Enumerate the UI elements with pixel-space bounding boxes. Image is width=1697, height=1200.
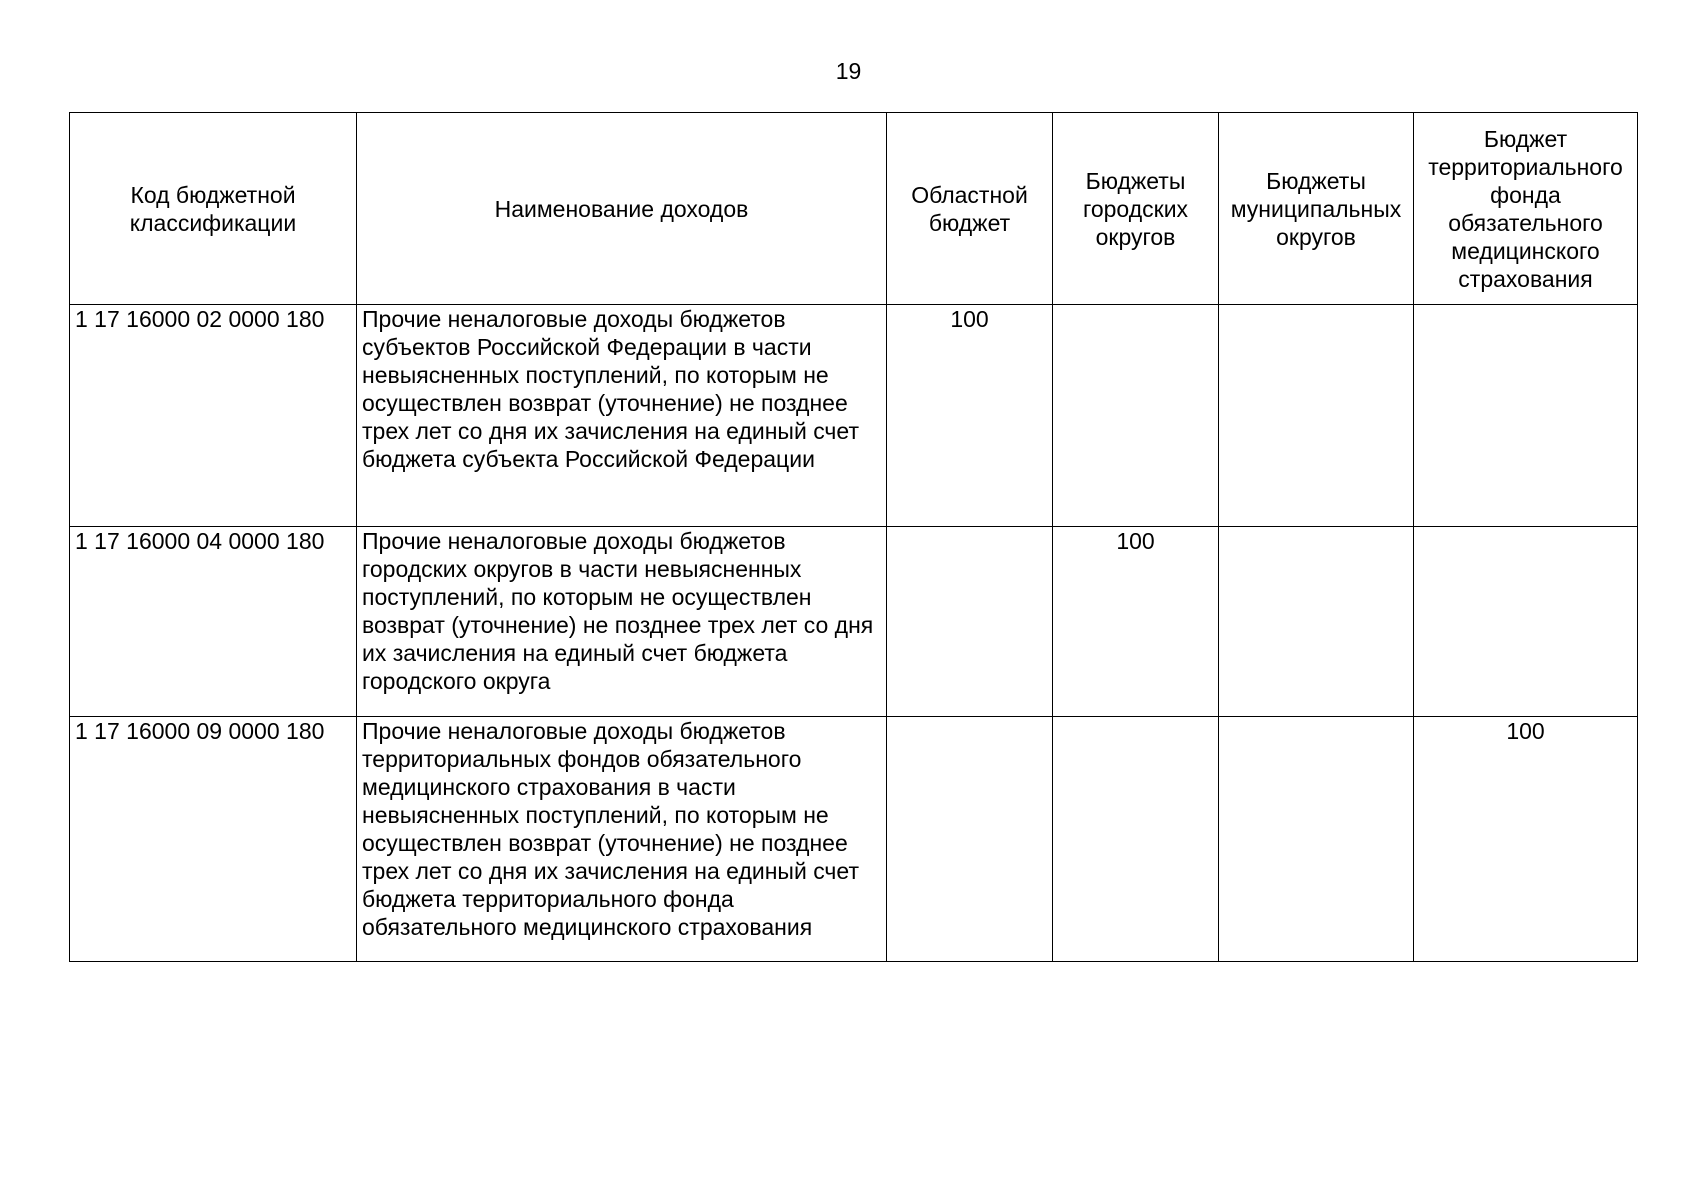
row-municipal-value (1219, 527, 1414, 717)
row-city-value (1053, 717, 1219, 962)
header-fund-budget: Бюджет территориального фонда обязательного медицинского страхования (1414, 113, 1638, 305)
row-city-value (1053, 305, 1219, 527)
table-row (70, 527, 1638, 717)
header-code: Код бюджетной классификации (70, 113, 357, 305)
header-city-budgets: Бюджеты городских округов (1053, 113, 1219, 305)
row-regional-value (887, 527, 1053, 717)
row-fund-value (1414, 527, 1638, 717)
row-fund-value (1414, 305, 1638, 527)
row-code: 1 17 16000 04 0000 180 (70, 527, 357, 717)
row-regional-value (887, 717, 1053, 962)
row-city-value: 100 (1053, 527, 1219, 717)
row-fund-value: 100 (1414, 717, 1638, 962)
row-name: Прочие неналоговые доходы бюджетов территориальных фондов обязательного медицинского страхования в части невыясненных поступлений, по которым не осуществлен возврат (уточнение) не позднее трех лет со дня их зачисления на единый счет бюджета территориального фонда обязательного медицинского страхования (357, 717, 887, 962)
row-code: 1 17 16000 09 0000 180 (70, 717, 357, 962)
row-municipal-value (1219, 305, 1414, 527)
budget-revenue-table (69, 112, 1638, 962)
row-name: Прочие неналоговые доходы бюджетов городских округов в части невыясненных поступлений, по которым не осуществлен возврат (уточнение) не позднее трех лет со дня их зачисления на единый счет бюджета городского округа (357, 527, 887, 717)
table-row (70, 305, 1638, 527)
header-municipal-budgets: Бюджеты муниципальных округов (1219, 113, 1414, 305)
row-name: Прочие неналоговые доходы бюджетов субъектов Российской Федерации в части невыясненных поступлений, по которым не осуществлен возврат (уточнение) не позднее трех лет со дня их зачисления на единый счет бюджета субъекта Российской Федерации (357, 305, 887, 527)
page-number: 19 (835, 58, 862, 84)
header-name: Наименование доходов (357, 113, 887, 305)
table-header-row (70, 113, 1638, 305)
row-code: 1 17 16000 02 0000 180 (70, 305, 357, 527)
table-row (70, 717, 1638, 962)
row-regional-value: 100 (887, 305, 1053, 527)
header-regional-budget: Областной бюджет (887, 113, 1053, 305)
row-municipal-value (1219, 717, 1414, 962)
